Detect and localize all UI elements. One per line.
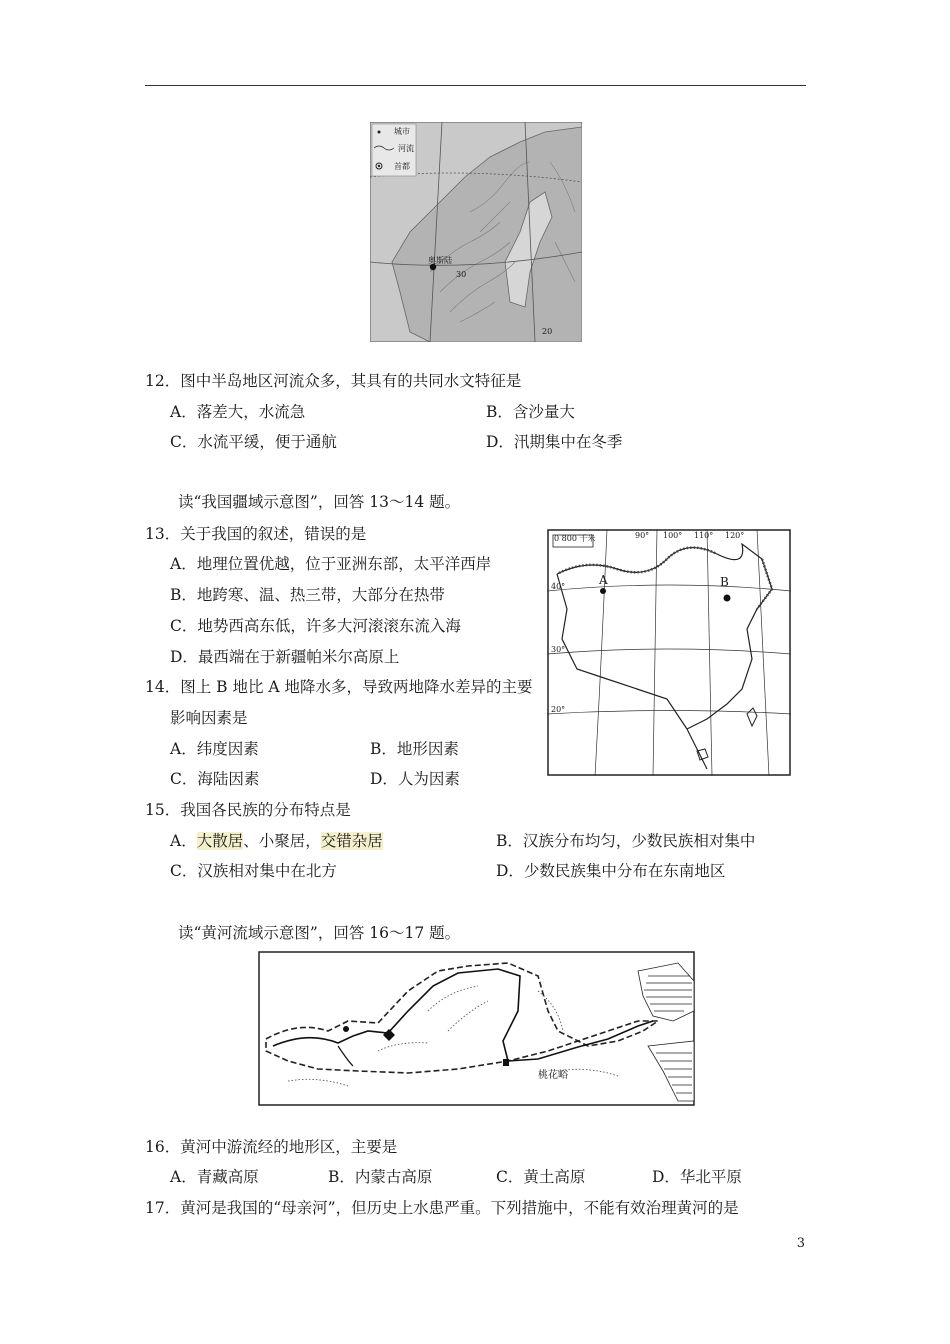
yellow-river-map (258, 951, 695, 1106)
q12-option-b: B．含沙量大 (486, 403, 575, 421)
intro-13-14: 读“我国疆域示意图”，回答 13～14 题。 (178, 493, 461, 511)
q16-option-d: D．华北平原 (652, 1168, 742, 1186)
q14-option-c: C．海陆因素 (170, 770, 260, 788)
capital-label: 奥斯陆 (428, 256, 452, 265)
q12-stem: 12．图中半岛地区河流众多，其具有的共同水文特征是 (145, 372, 522, 390)
q14-option-a: A．纬度因素 (170, 740, 259, 758)
place-label-taohuayu: 桃花峪 (538, 1070, 568, 1081)
scandinavia-map (370, 122, 582, 342)
q15-option-a (170, 831, 383, 851)
q16-option-c: C．黄土高原 (496, 1168, 586, 1186)
q15-option-c: C．汉族相对集中在北方 (170, 862, 337, 880)
map2-lat-30: 30° (551, 645, 566, 654)
map2-point-b: B (720, 575, 729, 589)
legend-capital-label: 首都 (394, 162, 410, 171)
intro-16-17: 读“黄河流域示意图”，回答 16～17 题。 (178, 924, 461, 942)
q13-stem: 13．关于我国的叙述，错误的是 (145, 525, 367, 543)
q12-option-a: A．落差大，水流急 (170, 403, 306, 421)
q16-option-b: B．内蒙古高原 (328, 1168, 433, 1186)
q13-option-c: C．地势西高东低，许多大河滚滚东流入海 (170, 617, 461, 635)
q14-stem-line2: 影响因素是 (170, 709, 248, 727)
map2-lat-40: 40° (551, 582, 566, 591)
page-number: 3 (796, 1236, 805, 1251)
q14-option-d: D．人为因素 (370, 770, 460, 788)
lat-label-20: 20 (542, 327, 553, 336)
map2-lon-120: 120° (725, 531, 745, 540)
q13-option-d: D．最西端在于新疆帕米尔高原上 (170, 648, 400, 666)
q16-stem: 16．黄河中游流经的地形区，主要是 (145, 1138, 398, 1156)
map2-point-a: A (599, 573, 608, 587)
q15-a-prefix: A． (170, 832, 197, 850)
map2-scale: 0 800 千米 (554, 534, 596, 543)
map2-lon-90: 90° (635, 531, 650, 540)
q15-stem: 15．我国各民族的分布特点是 (145, 801, 351, 819)
q14-option-b: B．地形因素 (370, 740, 459, 758)
map2-lon-100: 100° (663, 531, 683, 540)
lat-label-30: 30 (456, 270, 467, 279)
q15-option-d: D．少数民族集中分布在东南地区 (496, 862, 726, 880)
q13-option-b: B．地跨寒、温、热三带，大部分在热带 (170, 586, 445, 604)
q15-option-b: B．汉族分布均匀，少数民族相对集中 (496, 832, 756, 850)
map2-lat-20: 20° (551, 705, 566, 714)
map2-lon-110: 110° (694, 531, 714, 540)
q16-option-a: A．青藏高原 (170, 1168, 259, 1186)
legend-river-label: 河流 (398, 144, 414, 153)
legend-city-label: 城市 (394, 127, 410, 136)
q13-option-a: A．地理位置优越，位于亚洲东部，太平洋西岸 (170, 555, 492, 573)
q15-a-text-2: 、小聚居， (243, 832, 321, 850)
q15-a-highlight-3: 交错杂居 (320, 832, 383, 850)
q14-stem-line1: 14．图上 B 地比 A 地降水多，导致两地降水差异的主要 (145, 678, 533, 696)
header-rule (145, 85, 806, 86)
china-territory-map (547, 529, 791, 776)
q15-a-highlight-1: 大散居 (196, 832, 244, 850)
q12-option-c: C．水流平缓，便于通航 (170, 433, 337, 451)
q17-stem: 17．黄河是我国的“母亲河”，但历史上水患严重。下列措施中，不能有效治理黄河的是 (145, 1199, 739, 1217)
q12-option-d: D．汛期集中在冬季 (486, 433, 623, 451)
